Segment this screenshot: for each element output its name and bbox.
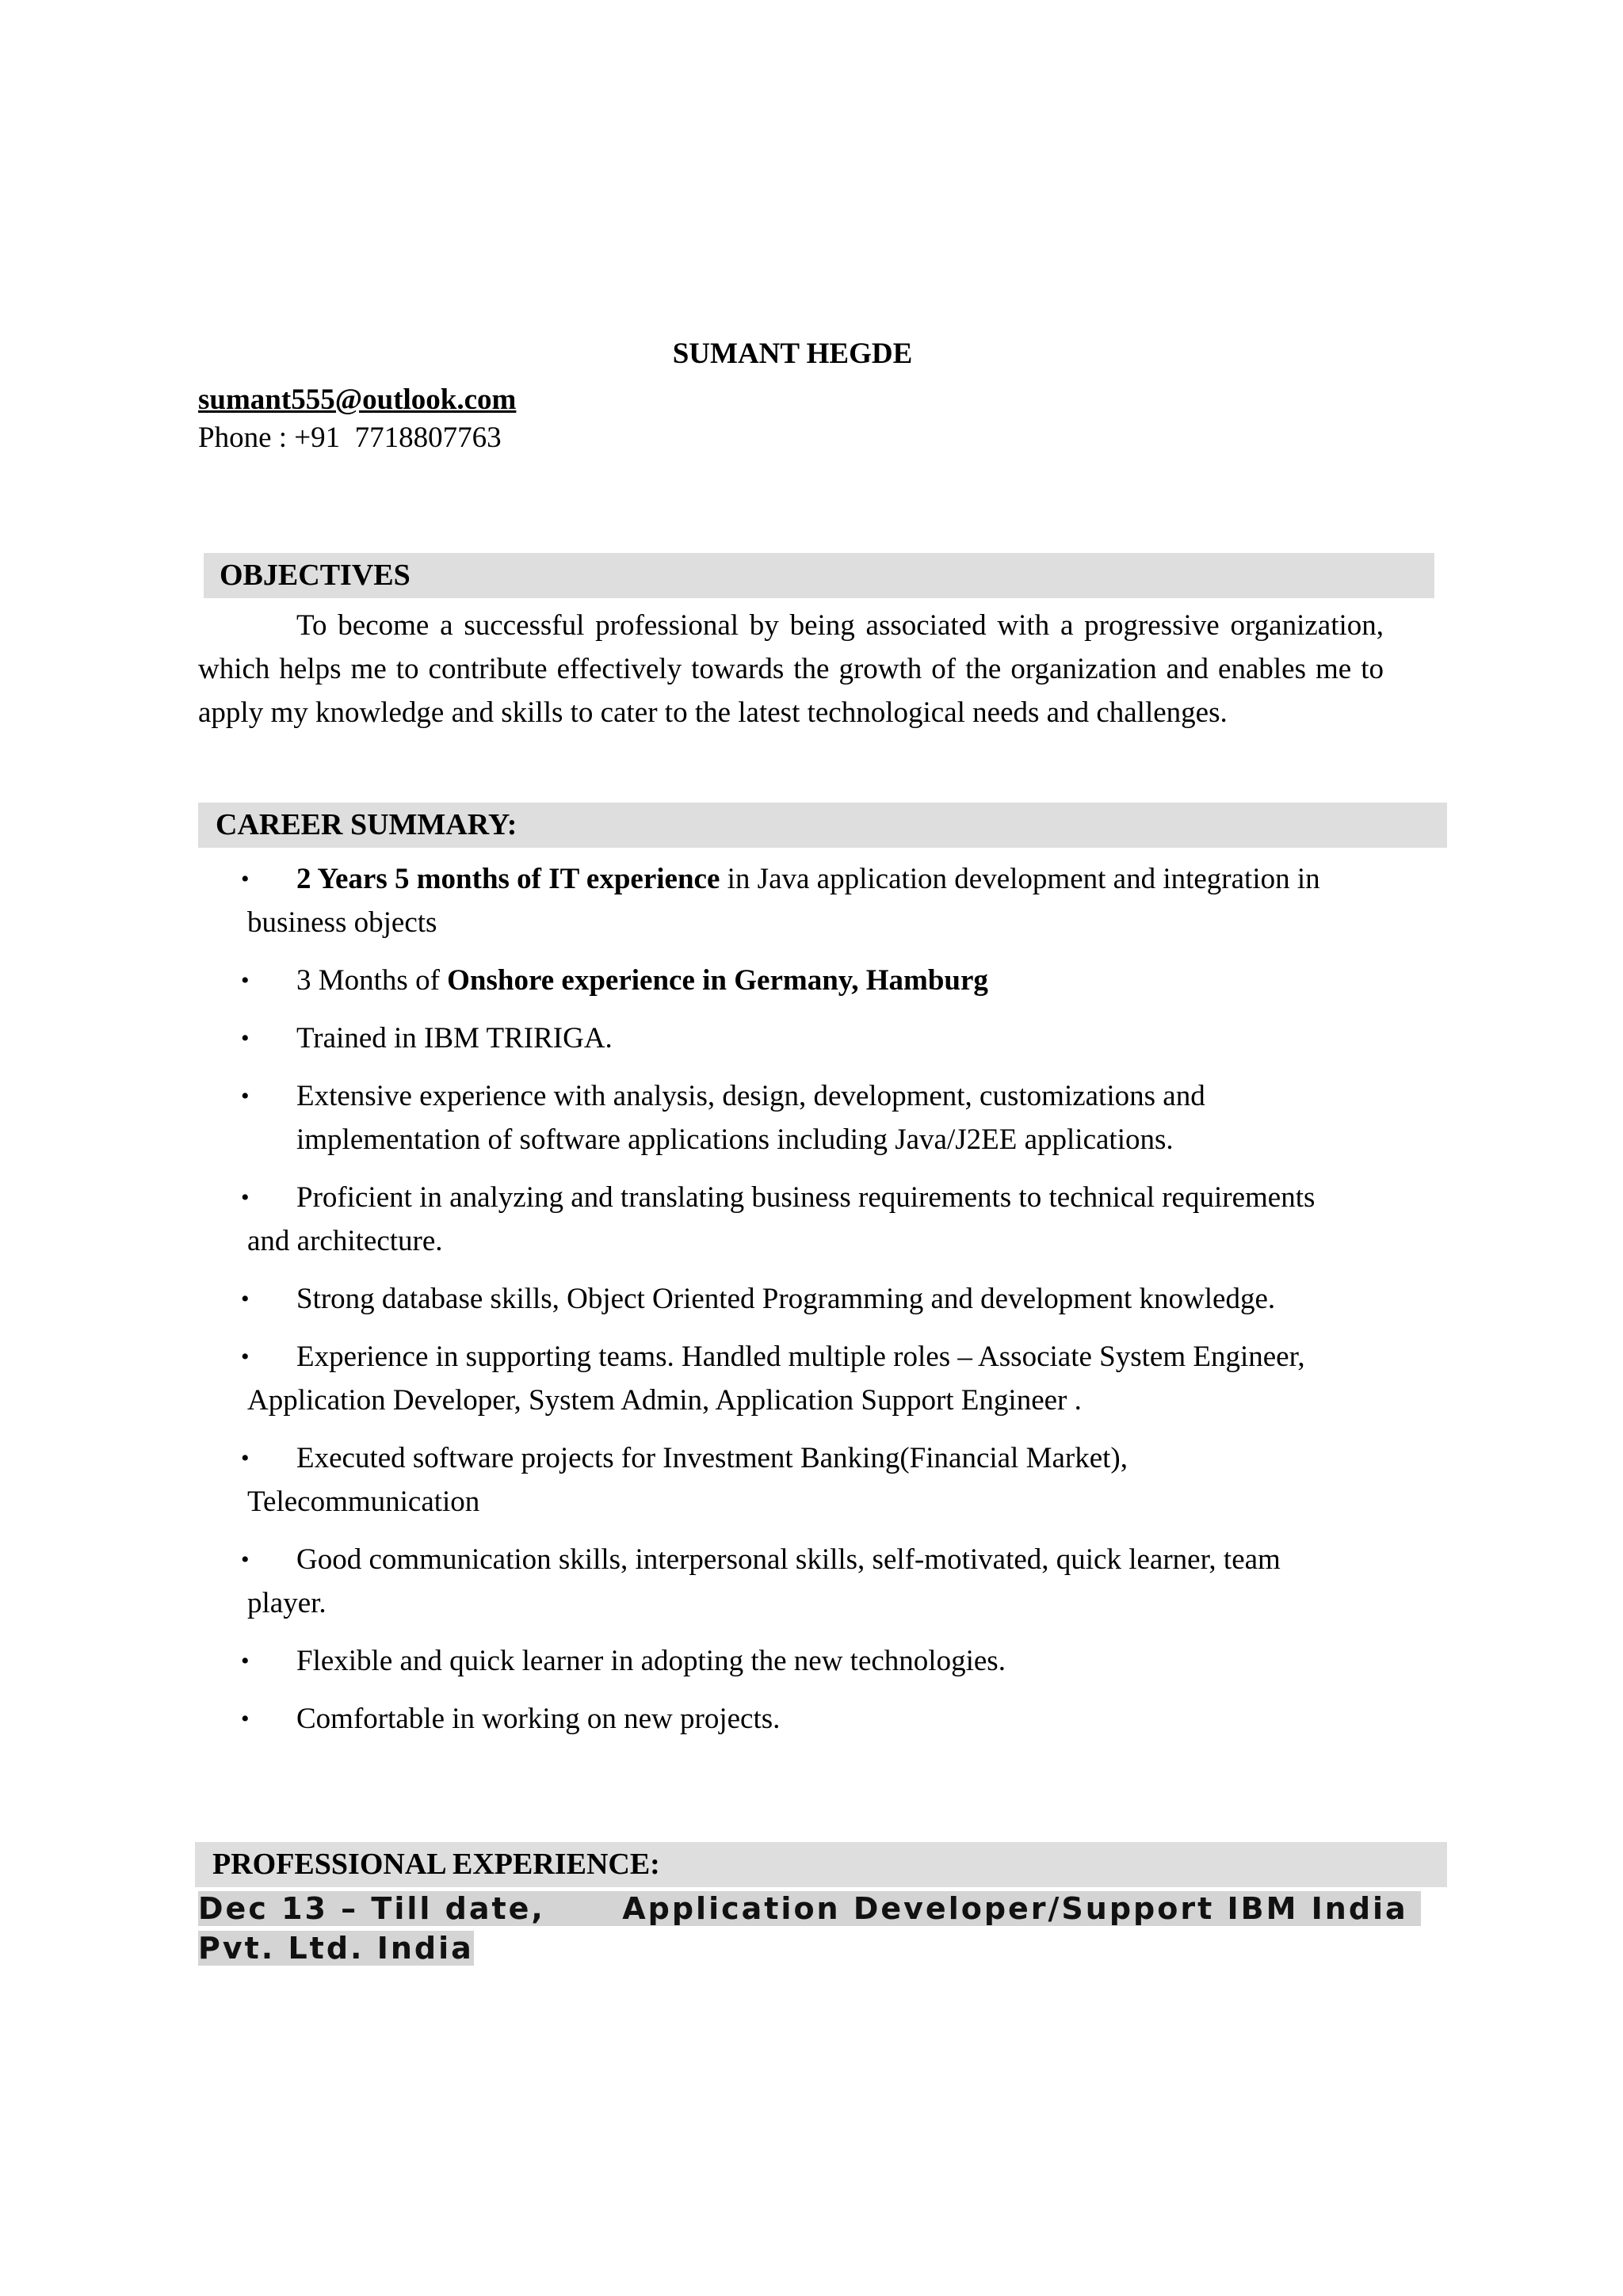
summary-text: Good communication skills, interpersonal skills, self-motivated, quick learner, team player. <box>247 1543 1281 1619</box>
list-item <box>241 857 1357 944</box>
career-summary-list <box>241 857 1374 1755</box>
bullet-icon: • <box>241 1083 250 1109</box>
summary-text: Experience in supporting teams. Handled multiple roles – Associate System Engineer, Application Developer, System Admin, Application Support Engineer . <box>247 1341 1305 1417</box>
job-title-line: Dec 13 – Till date, Application Developer/Support IBM India <box>198 1891 1421 1926</box>
summary-text: 3 Months of <box>296 964 448 997</box>
bullet-icon: • <box>241 1648 250 1674</box>
list-item <box>241 1277 1357 1321</box>
job-entry <box>198 1889 1421 1968</box>
bullet-icon: • <box>241 1445 250 1471</box>
list-item <box>241 1639 1357 1683</box>
bullet-icon: • <box>241 866 250 892</box>
bullet-icon: • <box>241 1344 250 1370</box>
bullet-icon: • <box>241 1025 250 1051</box>
professional-experience-heading: PROFESSIONAL EXPERIENCE: <box>212 1848 660 1881</box>
list-item <box>241 1176 1374 1263</box>
list-item <box>241 1697 1357 1741</box>
summary-text: Trained in IBM TRIRIGA. <box>296 1022 613 1055</box>
phone-number: Phone : +91 7718807763 <box>198 421 502 454</box>
bullet-icon: • <box>241 967 250 994</box>
summary-text: in Java application development and integration in business objects <box>247 863 1320 939</box>
summary-bold-text: 2 Years 5 months of IT experience <box>296 863 720 895</box>
summary-text: Extensive experience with analysis, design, development, customizations and implementation of software applications including Java/J2EE applications. <box>296 1080 1205 1156</box>
summary-text: Proficient in analyzing and translating business requirements to technical requirements and architecture. <box>247 1181 1374 1257</box>
list-item <box>241 1335 1357 1422</box>
summary-bold-text: Onshore experience in Germany, Hamburg <box>447 964 988 997</box>
objectives-heading: OBJECTIVES <box>220 559 411 592</box>
bullet-icon: • <box>241 1706 250 1732</box>
bullet-icon: • <box>241 1547 250 1573</box>
list-item <box>241 959 1357 1002</box>
list-item <box>241 1436 1357 1524</box>
list-item <box>241 1074 1357 1161</box>
objectives-text: To become a successful professional by being associated with a progressive organization, which helps me to contribute effectively towards the growth of the organization and enables me to apply my knowledge and skills to cater to the latest technological needs and challenges. <box>198 609 1384 729</box>
list-item <box>241 1538 1357 1625</box>
list-item <box>241 1016 1357 1060</box>
summary-text: Strong database skills, Object Oriented Programming and development knowledge. <box>296 1283 1276 1315</box>
email-link[interactable]: sumant555@outlook.com <box>198 383 517 416</box>
resume-name: SUMANT HEGDE <box>672 338 913 370</box>
bullet-icon: • <box>241 1286 250 1312</box>
summary-text: Flexible and quick learner in adopting the new technologies. <box>296 1645 1006 1677</box>
bullet-icon: • <box>241 1184 250 1211</box>
summary-text: Executed software projects for Investment Banking(Financial Market), Telecommunication <box>247 1442 1128 1518</box>
career-summary-heading: CAREER SUMMARY: <box>216 808 517 841</box>
job-company-line: Pvt. Ltd. India <box>198 1931 474 1966</box>
summary-text: Comfortable in working on new projects. <box>296 1703 781 1735</box>
